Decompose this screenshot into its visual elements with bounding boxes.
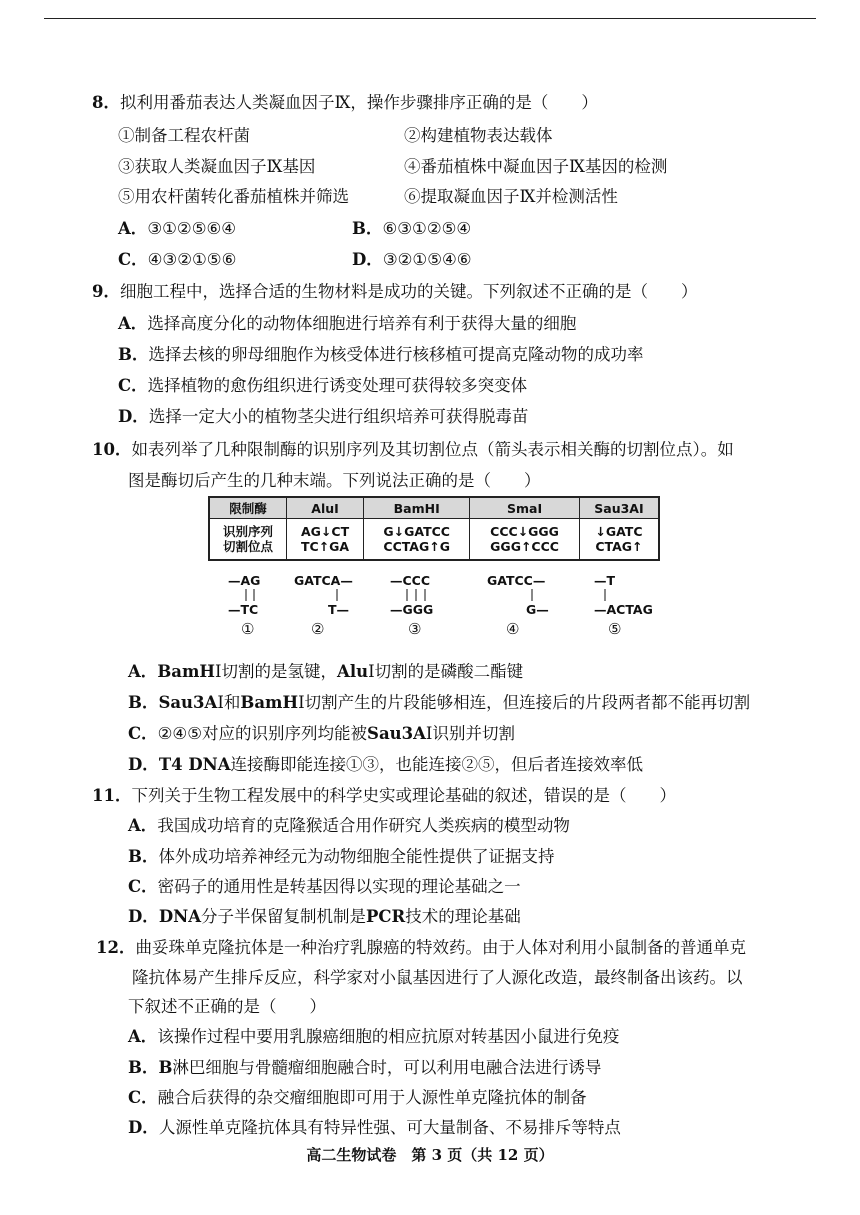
q10-option-a[interactable]: A．BamHⅠ切割的是氢键，AluⅠ切割的是磷酸二酯键	[128, 662, 524, 681]
q8-option-c[interactable]: C．④③②①⑤⑥	[118, 250, 237, 269]
end-top: —CCC	[390, 573, 431, 588]
q9-option-b[interactable]: B．选择去核的卵母细胞作为核受体进行核移植可提高克隆动物的成功率	[118, 345, 644, 364]
q8-item-6: ⑥提取凝血因子Ⅸ并检测活性	[404, 187, 618, 206]
end-number: ④	[506, 620, 520, 638]
header-cell: SmaⅠ	[470, 498, 580, 519]
q12-stem-line2: 隆抗体易产生排斥反应，科学家对小鼠基因进行了人源化改造，最终制备出该药。以	[132, 968, 743, 987]
q10-option-b[interactable]: B．Sau3AⅠ和BamHⅠ切割产生的片段能够相连，但连接后的片段两者都不能再切割	[128, 693, 751, 712]
end-3	[390, 573, 433, 638]
q11-option-a[interactable]: A．我国成功培育的克隆猴适合用作研究人类疾病的模型动物	[128, 816, 570, 835]
enzyme-table	[208, 496, 660, 561]
q8-item-3: ③获取人类凝血因子Ⅸ基因	[118, 157, 316, 176]
end-bottom: —GGG	[390, 602, 434, 617]
q12-option-b[interactable]: B．B淋巴细胞与骨髓瘤细胞融合时，可以利用电融合法进行诱导	[128, 1058, 602, 1077]
q9-option-a[interactable]: A．选择高度分化的动物体细胞进行培养有利于获得大量的细胞	[118, 314, 577, 333]
q9-option-c[interactable]: C．选择植物的愈伤组织进行诱变处理可获得较多突变体	[118, 376, 528, 395]
end-top: —AG	[228, 573, 261, 588]
q9-option-d[interactable]: D．选择一定大小的植物茎尖进行组织培养可获得脱毒苗	[118, 407, 529, 426]
q8-item-2: ②构建植物表达载体	[404, 126, 553, 145]
end-bottom: G—	[526, 602, 549, 617]
end-bottom: T—	[328, 602, 350, 617]
header-cell: 限制酶	[210, 498, 287, 519]
q12-option-d[interactable]: D．人源性单克隆抗体具有特异性强、可大量制备、不易排斥等特点	[128, 1118, 621, 1137]
end-bottom: —TC	[228, 602, 259, 617]
end-number: ②	[311, 620, 325, 638]
seq-top: CCC↓GGG	[490, 524, 559, 539]
seq-bottom: GGG↑CCC	[490, 539, 559, 554]
end-top: GATCC—	[487, 573, 546, 588]
q11-option-b[interactable]: B．体外成功培养神经元为动物细胞全能性提供了证据支持	[128, 847, 555, 866]
header-cell: BamHⅠ	[364, 498, 470, 519]
row-label: 识别序列	[222, 524, 273, 539]
q12-option-c[interactable]: C．融合后获得的杂交瘤细胞即可用于人源性单克隆抗体的制备	[128, 1088, 587, 1107]
sticky-ends-diagram	[208, 572, 668, 642]
seq-bottom: CTAG↑	[595, 539, 643, 554]
q9-stem: 9．细胞工程中，选择合适的生物材料是成功的关键。下列叙述不正确的是（ ）	[92, 282, 698, 301]
end-4	[487, 573, 549, 638]
q12-option-a[interactable]: A．该操作过程中要用乳腺癌细胞的相应抗原对转基因小鼠进行免疫	[128, 1027, 620, 1046]
q11-stem: 11．下列关于生物工程发展中的科学史实或理论基础的叙述，错误的是（ ）	[92, 786, 676, 805]
q10-option-d[interactable]: D．T4 DNA连接酶即能连接①③，也能连接②⑤，但后者连接效率低	[128, 755, 644, 774]
end-number: ⑤	[608, 620, 622, 638]
q8-item-4: ④番茄植株中凝血因子Ⅸ基因的检测	[404, 157, 668, 176]
end-number: ③	[408, 620, 422, 638]
end-number: ①	[241, 620, 255, 638]
row-label-cell	[210, 519, 287, 560]
q8-option-a[interactable]: A．③①②⑤⑥④	[118, 219, 237, 238]
q8-item-1: ①制备工程农杆菌	[118, 126, 250, 145]
seq-bottom: CCTAG↑G	[383, 539, 450, 554]
sequence-cell	[364, 519, 470, 560]
q8-option-b[interactable]: B．⑥③①②⑤④	[352, 219, 472, 238]
q8-stem: 8．拟利用番茄表达人类凝血因子Ⅸ，操作步骤排序正确的是（ ）	[92, 93, 598, 112]
q12-stem-line3: 下叙述不正确的是（ ）	[128, 997, 326, 1016]
seq-top: AG↓CT	[301, 524, 350, 539]
end-top: —T	[594, 573, 616, 588]
page-footer: 高二生物试卷 第 3 页（共 12 页）	[306, 1146, 554, 1164]
seq-top: G↓GATCC	[383, 524, 450, 539]
q10-option-c[interactable]: C．②④⑤对应的识别序列均能被Sau3AⅠ识别并切割	[128, 724, 515, 743]
end-2	[294, 573, 353, 638]
enzyme-table-header	[210, 498, 659, 519]
sequence-cell	[579, 519, 658, 560]
header-cell: Sau3AⅠ	[579, 498, 658, 519]
q11-option-c[interactable]: C．密码子的通用性是转基因得以实现的理论基础之一	[128, 877, 521, 896]
q11-option-d[interactable]: D．DNA分子半保留复制机制是PCR技术的理论基础	[128, 907, 521, 926]
q10-stem-line1: 10．如表列举了几种限制酶的识别序列及其切割位点（箭头表示相关酶的切割位点）。如	[92, 440, 734, 459]
q10-stem-line2: 图是酶切后产生的几种末端。下列说法正确的是（ ）	[128, 471, 541, 490]
q12-stem-line1: 12．曲妥珠单克隆抗体是一种治疗乳腺癌的特效药。由于人体对利用小鼠制备的普通单克	[96, 938, 746, 957]
end-1	[228, 573, 260, 638]
row-label: 切割位点	[222, 539, 273, 554]
sequence-cell	[287, 519, 364, 560]
q8-item-5: ⑤用农杆菌转化番茄植株并筛选	[118, 187, 349, 206]
end-5	[594, 573, 653, 638]
header-cell: AluⅠ	[287, 498, 364, 519]
end-bottom: —ACTAG	[594, 602, 653, 617]
seq-top: ↓GATC	[595, 524, 643, 539]
seq-bottom: TC↑GA	[301, 539, 350, 554]
sequence-cell	[470, 519, 580, 560]
enzyme-table-row	[210, 519, 659, 560]
end-top: GATCA—	[294, 573, 353, 588]
q8-option-d[interactable]: D．③②①⑤④⑥	[352, 250, 472, 269]
